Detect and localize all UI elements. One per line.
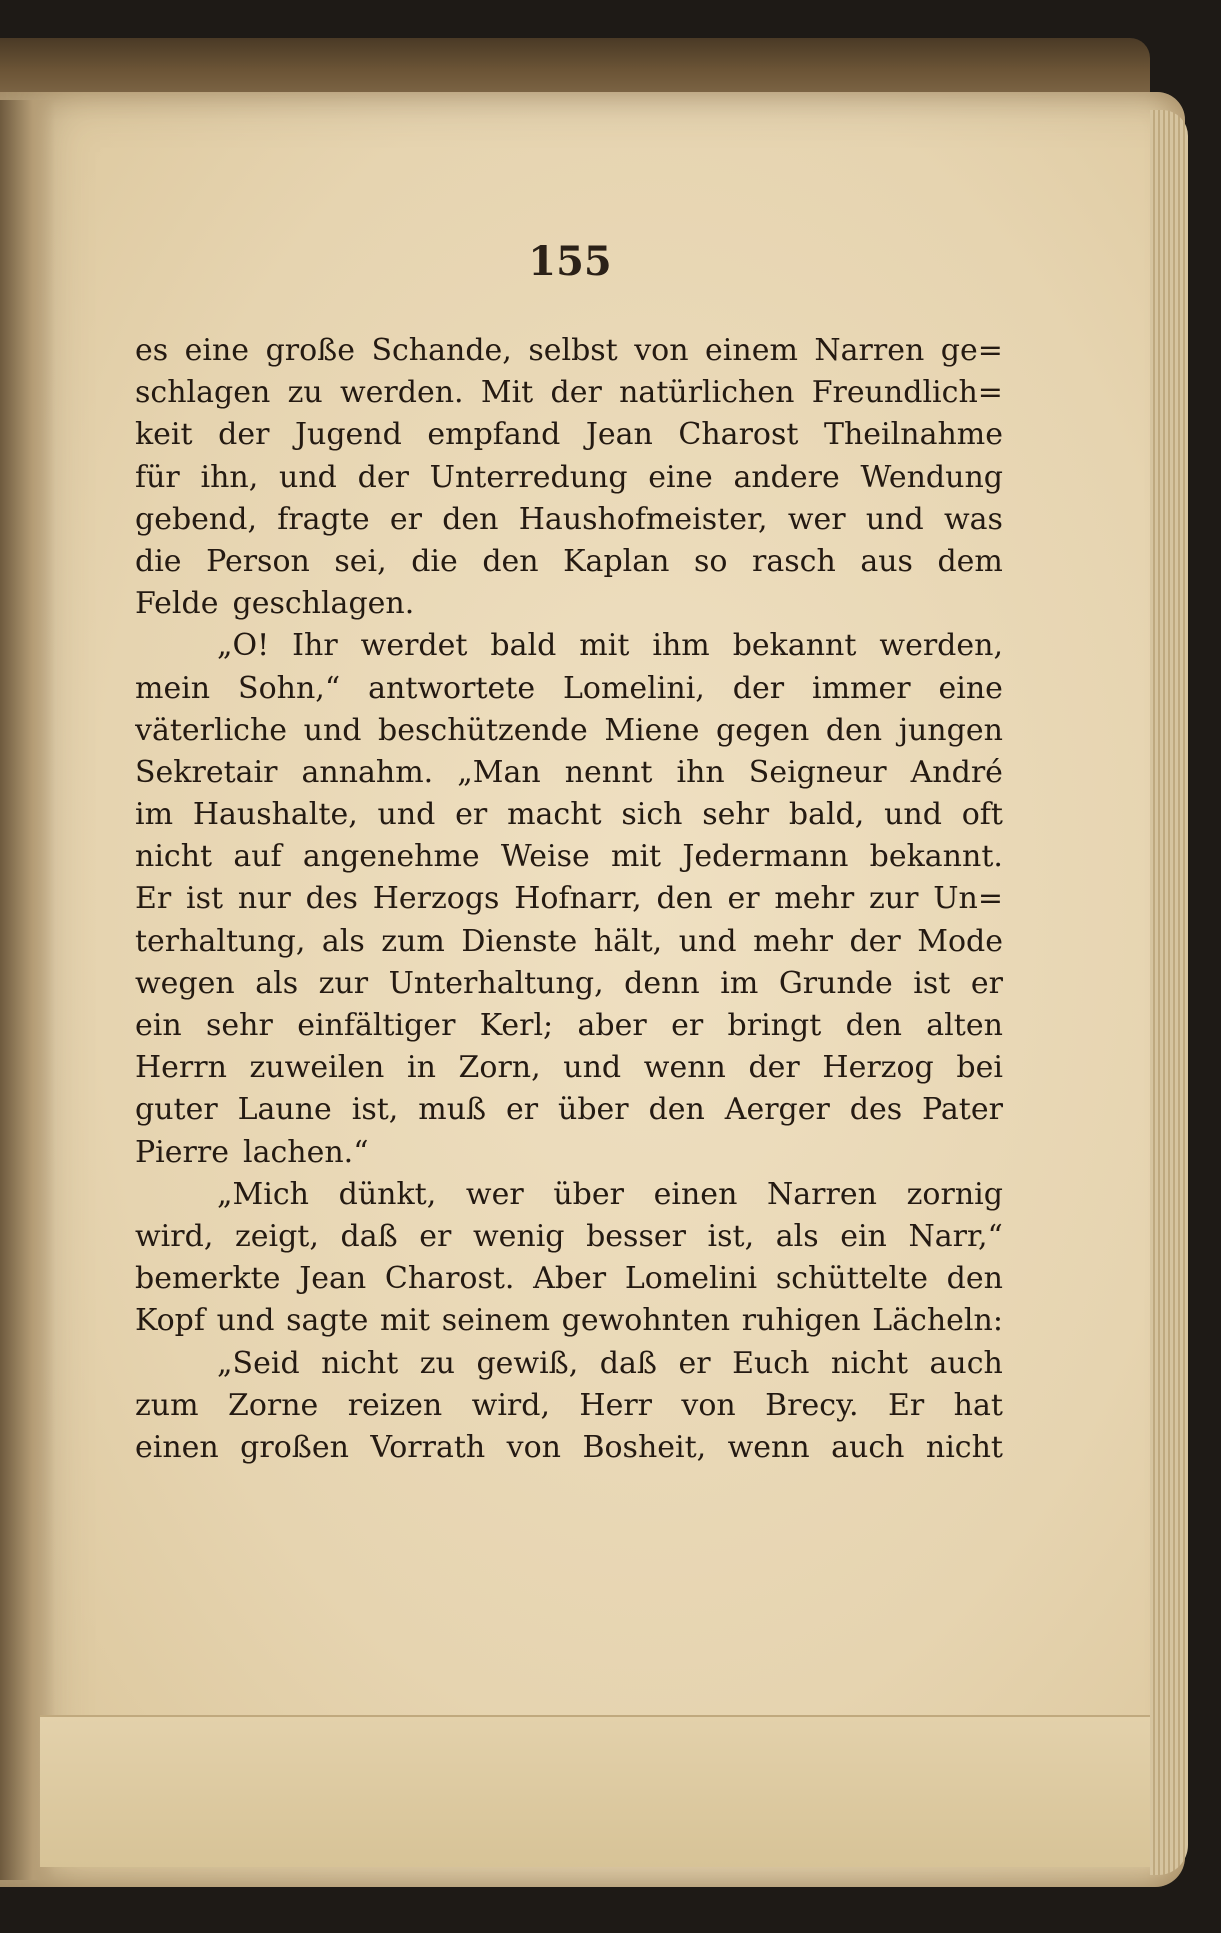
word: alten bbox=[926, 1008, 1003, 1043]
word: der bbox=[357, 459, 409, 495]
page-bottom-margin bbox=[40, 1715, 1150, 1867]
word: großen bbox=[240, 1429, 349, 1465]
word: er bbox=[389, 501, 422, 537]
word: schüttelte bbox=[775, 1261, 928, 1297]
word: gebend, bbox=[135, 501, 257, 537]
word: Miene bbox=[604, 712, 700, 748]
word: für bbox=[135, 459, 180, 495]
word: Kerl; bbox=[479, 1008, 554, 1043]
text-line bbox=[135, 1427, 1003, 1469]
word: sehr bbox=[206, 1008, 273, 1043]
word: muß bbox=[418, 1092, 487, 1128]
word: Pierre bbox=[135, 1134, 229, 1170]
word: nur bbox=[237, 881, 291, 917]
word: was bbox=[943, 501, 1003, 537]
word: von bbox=[634, 333, 689, 368]
text-line bbox=[135, 963, 1003, 1005]
word: Zorn, bbox=[458, 1050, 541, 1086]
word: daß bbox=[599, 1345, 657, 1381]
word: den bbox=[946, 1261, 1003, 1297]
word: den bbox=[656, 881, 713, 917]
word: rasch bbox=[752, 543, 836, 579]
text-line bbox=[135, 499, 1003, 541]
word: denn bbox=[624, 965, 700, 1001]
word: Narr,“ bbox=[908, 1218, 1003, 1254]
word: des bbox=[305, 881, 358, 917]
word: ihm bbox=[652, 628, 710, 664]
word: beschützende bbox=[378, 712, 588, 748]
word: aus bbox=[860, 543, 913, 579]
word: und bbox=[678, 923, 737, 959]
word: Freundlich= bbox=[811, 375, 1003, 411]
word: sich bbox=[621, 797, 683, 833]
word: Vorrath bbox=[370, 1429, 486, 1465]
word: zur bbox=[869, 881, 919, 917]
word: zur bbox=[318, 965, 369, 1001]
text-line bbox=[135, 541, 1003, 583]
word: als bbox=[775, 1218, 819, 1254]
word: Sohn,“ bbox=[238, 670, 341, 706]
word: empfand bbox=[427, 417, 561, 453]
word: Bosheit, bbox=[582, 1429, 707, 1465]
text-line bbox=[135, 583, 1003, 625]
word: er bbox=[419, 1218, 452, 1254]
word: Weise bbox=[500, 839, 590, 875]
word: daß bbox=[340, 1218, 398, 1254]
word: Aerger bbox=[724, 1092, 830, 1128]
word: bald bbox=[490, 628, 557, 664]
word: über bbox=[558, 1092, 629, 1128]
word: Haushofmeister, bbox=[518, 501, 768, 537]
text-line bbox=[135, 1300, 1003, 1342]
word: gegen bbox=[716, 712, 810, 748]
word: er bbox=[506, 1092, 539, 1128]
word: väterliche bbox=[135, 712, 288, 748]
word: Mit bbox=[480, 375, 534, 411]
word: Pater bbox=[922, 1092, 1003, 1128]
word: auch bbox=[831, 1429, 905, 1465]
word: und bbox=[865, 501, 924, 537]
word: Narren bbox=[767, 1176, 877, 1212]
word: bekannt. bbox=[869, 839, 1003, 875]
word: bemerkte bbox=[135, 1261, 281, 1297]
word: nicht bbox=[925, 1429, 1003, 1465]
word: er bbox=[727, 881, 760, 917]
word: mehr bbox=[774, 881, 855, 917]
word: Jugend bbox=[295, 417, 402, 453]
word: Ihr bbox=[292, 628, 338, 664]
word: ein bbox=[840, 1218, 887, 1254]
text-line bbox=[135, 372, 1003, 414]
text-line bbox=[135, 625, 1003, 667]
word: Charost. bbox=[384, 1261, 515, 1297]
word: bringt bbox=[727, 1008, 822, 1043]
word: macht bbox=[507, 797, 602, 833]
word: über bbox=[553, 1176, 624, 1212]
word: er bbox=[970, 965, 1003, 1001]
word: guter bbox=[135, 1092, 218, 1128]
word: die bbox=[411, 543, 458, 579]
word: als bbox=[255, 965, 299, 1001]
word: und bbox=[279, 459, 337, 495]
word: sagte bbox=[286, 1303, 369, 1339]
word: zu bbox=[419, 1345, 455, 1381]
word: terhaltung, bbox=[135, 923, 306, 959]
text-line bbox=[135, 710, 1003, 752]
word: werdet bbox=[360, 628, 468, 664]
text-line bbox=[135, 330, 1003, 372]
word: reizen bbox=[347, 1387, 443, 1423]
word: zu bbox=[287, 375, 323, 411]
word: den bbox=[442, 501, 499, 537]
word: im bbox=[135, 797, 174, 833]
word: „Seid bbox=[217, 1345, 300, 1381]
word: keit bbox=[135, 417, 193, 453]
word: Lächeln: bbox=[872, 1303, 1003, 1339]
word: ist bbox=[913, 965, 951, 1001]
word: eine bbox=[648, 459, 713, 495]
word: „Mich bbox=[217, 1176, 309, 1212]
word: Brecy. bbox=[765, 1387, 859, 1423]
text-line bbox=[135, 668, 1003, 710]
word: sehr bbox=[702, 797, 770, 833]
text-line bbox=[135, 1005, 1003, 1047]
text-line bbox=[135, 752, 1003, 794]
word: und bbox=[563, 1050, 622, 1086]
word: bald, bbox=[788, 797, 865, 833]
word: gewiß, bbox=[476, 1345, 579, 1381]
word: den bbox=[648, 1092, 705, 1128]
word: Theilnahme bbox=[823, 417, 1003, 453]
word: ein bbox=[135, 1008, 182, 1043]
word: einen bbox=[135, 1429, 219, 1465]
word: eine bbox=[938, 670, 1003, 706]
word: einen bbox=[653, 1176, 738, 1212]
page-fore-edge bbox=[1150, 110, 1188, 1875]
word: zum bbox=[135, 1387, 199, 1423]
word: mit bbox=[579, 628, 630, 664]
word: Laune bbox=[237, 1092, 332, 1128]
word: wenn bbox=[727, 1429, 810, 1465]
word: im bbox=[720, 965, 759, 1001]
word: als bbox=[321, 923, 365, 959]
word: ruhigen bbox=[741, 1303, 861, 1339]
word: Sekretair bbox=[135, 754, 278, 790]
word: bekannt bbox=[732, 628, 857, 664]
word: der bbox=[748, 1050, 800, 1086]
word: zeigt, bbox=[234, 1218, 319, 1254]
page-gutter bbox=[0, 100, 55, 1880]
word: Seigneur bbox=[748, 754, 887, 790]
word: gewohnten bbox=[561, 1303, 731, 1339]
word: lachen.“ bbox=[242, 1134, 369, 1170]
word: Herr bbox=[579, 1387, 653, 1423]
word: ge= bbox=[940, 333, 1003, 368]
word: von bbox=[506, 1429, 562, 1465]
word: Er bbox=[135, 881, 172, 917]
word: Herrn bbox=[135, 1050, 227, 1086]
text-line bbox=[135, 1258, 1003, 1300]
word: wenn bbox=[643, 1050, 726, 1086]
word: zum bbox=[381, 923, 445, 959]
word: zuweilen bbox=[249, 1050, 385, 1086]
word: ist bbox=[186, 881, 224, 917]
word: aber bbox=[577, 1008, 647, 1043]
word: Wendung bbox=[860, 459, 1003, 495]
word: der bbox=[849, 923, 901, 959]
word: auf bbox=[233, 839, 282, 875]
text-line bbox=[135, 1132, 1003, 1174]
word: Schande, bbox=[371, 333, 512, 368]
word: Euch bbox=[732, 1345, 810, 1381]
word: dem bbox=[937, 543, 1003, 579]
word: hat bbox=[953, 1387, 1003, 1423]
word: wenig bbox=[472, 1218, 565, 1254]
word: wird, bbox=[135, 1218, 214, 1254]
word: Charost bbox=[678, 417, 799, 453]
word: Haushalte, bbox=[192, 797, 358, 833]
word: zornig bbox=[906, 1176, 1003, 1212]
text-line bbox=[135, 1174, 1003, 1216]
word: geschlagen. bbox=[232, 586, 415, 622]
word: mein bbox=[135, 670, 211, 706]
text-line bbox=[135, 1343, 1003, 1385]
word: in bbox=[407, 1050, 436, 1086]
word: Jedermann bbox=[682, 839, 849, 875]
word: ist, bbox=[351, 1092, 399, 1128]
word: der bbox=[732, 670, 785, 706]
word: jungen bbox=[898, 712, 1003, 748]
word: Lomelini, bbox=[563, 670, 705, 706]
word: er bbox=[455, 797, 488, 833]
text-line bbox=[135, 921, 1003, 963]
word: Zorne bbox=[227, 1387, 319, 1423]
word: oft bbox=[961, 797, 1003, 833]
word: natürlichen bbox=[619, 375, 795, 411]
word: und bbox=[216, 1303, 275, 1339]
word: fragte bbox=[277, 501, 370, 537]
word: und bbox=[884, 797, 942, 833]
word: Aber bbox=[533, 1261, 607, 1297]
word: einem bbox=[705, 333, 798, 368]
word: immer bbox=[811, 670, 911, 706]
word: ihn, bbox=[200, 459, 259, 495]
word: dünkt, bbox=[338, 1176, 437, 1212]
word: er bbox=[671, 1008, 704, 1043]
word: des bbox=[849, 1092, 903, 1128]
word: und bbox=[377, 797, 436, 833]
word: sei, bbox=[334, 543, 387, 579]
word: der bbox=[218, 417, 270, 453]
word: angenehme bbox=[302, 839, 480, 875]
word: mit bbox=[380, 1303, 431, 1339]
word: Felde bbox=[135, 586, 219, 622]
word: den bbox=[825, 712, 883, 748]
word: es bbox=[135, 333, 169, 368]
text-line bbox=[135, 457, 1003, 499]
page-number: 155 bbox=[528, 238, 612, 285]
word: André bbox=[910, 754, 1003, 790]
word: wird, bbox=[471, 1387, 551, 1423]
text-line bbox=[135, 414, 1003, 456]
word: und bbox=[303, 712, 362, 748]
word: nicht bbox=[321, 1345, 399, 1381]
word: hält, bbox=[593, 923, 663, 959]
word: andere bbox=[733, 459, 840, 495]
word: wer bbox=[465, 1176, 524, 1212]
text-line bbox=[135, 1047, 1003, 1089]
word: von bbox=[681, 1387, 736, 1423]
text-line bbox=[135, 836, 1003, 878]
word: Dienste bbox=[461, 923, 578, 959]
word: die bbox=[135, 543, 182, 579]
word: eine bbox=[184, 333, 250, 368]
word: wer bbox=[787, 501, 846, 537]
word: Narren bbox=[814, 333, 925, 368]
text-line bbox=[135, 878, 1003, 920]
word: Mode bbox=[917, 923, 1003, 959]
word: Person bbox=[206, 543, 310, 579]
text-line bbox=[135, 1216, 1003, 1258]
word: besser bbox=[586, 1218, 686, 1254]
word: „Man bbox=[457, 754, 541, 790]
word: er bbox=[678, 1345, 711, 1381]
word: Kaplan bbox=[563, 543, 670, 579]
word: Kopf bbox=[135, 1303, 205, 1339]
word: Herzogs bbox=[372, 881, 500, 917]
word: Jean bbox=[585, 417, 653, 453]
word: ihn bbox=[676, 754, 725, 790]
word: nicht bbox=[135, 839, 213, 875]
word: Grunde bbox=[778, 965, 893, 1001]
word: große bbox=[265, 333, 355, 368]
word: Unterredung bbox=[429, 459, 628, 495]
word: schlagen bbox=[135, 375, 271, 411]
text-line bbox=[135, 1385, 1003, 1427]
word: Jean bbox=[299, 1261, 367, 1297]
word: Unterhaltung, bbox=[388, 965, 604, 1001]
word: den bbox=[845, 1008, 902, 1043]
text-line bbox=[135, 794, 1003, 836]
word: Un= bbox=[933, 881, 1003, 917]
word: „O! bbox=[217, 628, 270, 664]
word: einfältiger bbox=[297, 1008, 456, 1043]
word: antwortete bbox=[368, 670, 536, 706]
word: mit bbox=[611, 839, 662, 875]
word: werden, bbox=[879, 628, 1003, 664]
word: mehr bbox=[753, 923, 833, 959]
word: werden. bbox=[339, 375, 464, 411]
word: der bbox=[550, 375, 602, 411]
word: so bbox=[694, 543, 728, 579]
word: wegen bbox=[135, 965, 235, 1001]
word: den bbox=[482, 543, 539, 579]
word: seinem bbox=[441, 1303, 551, 1339]
word: selbst bbox=[528, 333, 618, 368]
word: ist, bbox=[707, 1218, 755, 1254]
word: nicht bbox=[830, 1345, 909, 1381]
word: Er bbox=[887, 1387, 925, 1423]
text-line bbox=[135, 1089, 1003, 1131]
word: annahm. bbox=[301, 754, 434, 790]
word: Lomelini bbox=[624, 1261, 758, 1297]
word: nennt bbox=[564, 754, 653, 790]
word: bei bbox=[956, 1050, 1003, 1086]
word: Hofnarr, bbox=[514, 881, 642, 917]
text-body bbox=[135, 330, 1003, 1469]
word: Herzog bbox=[822, 1050, 934, 1086]
word: auch bbox=[929, 1345, 1003, 1381]
